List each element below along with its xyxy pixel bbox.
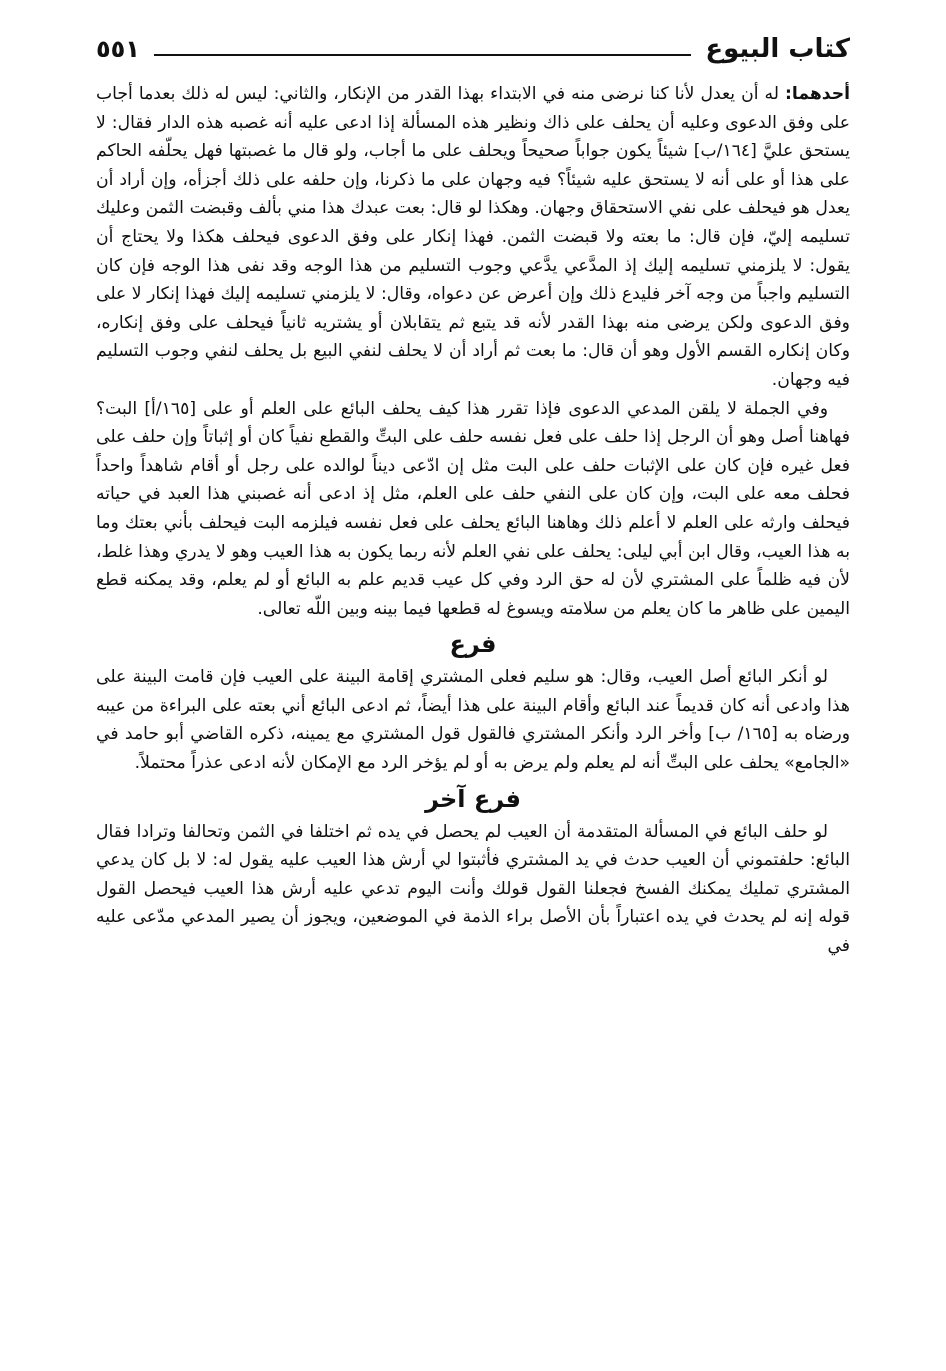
paragraph-1-text: له أن يعدل لأنا كنا نرضى منه في الابتداء بهذا القدر من الإنكار، والثاني: ليس له ذلك بعدما أجاب على وفق الدعوى وعليه أن يحلف على ذاك ونظير هذه المسألة إذا ادعى عليه أنه غصبه هذه الدار فقال: لا يستحق عليَّ [١٦٤/ب] شيئاً يكون جواباً صحيحاً ويحلف على ما أجاب، ولو قال ما غصبتها فهل يحلّفه الحاكم على هذا أو على أنه لا يستحق عليه شيئاً؟ فيه وجهان على ما ذكرنا، وإن حلفه على ذلك أجزأه، وإن أراد أن يعدل هو فيحلف على نفي الاستحقاق وجهان. وهكذا لو قال: بعت عبدك هذا مني بألف وقبضت الثمن وعليك تسليمه إليّ، فإن قال: ما بعته ولا قبضت الثمن. فهذا إنكار على وفق الدعوى فيحلف هكذا ولا يحتاج أن يقول: لا يلزمني تسليمه إليك إذ المدَّعي يدَّعي وجوب التسليم من هذا الوجه وقد نفى هذا الوجه فإن كان التسليم واجباً من وجه آخر فليدع ذلك وإن أعرض عن دعواه، وقال: لا يلزمني تسليمه إليك فهذا إنكار لا على وفق الدعوى ولكن يرضى منه بهذا القدر لأنه قد يتبع ثم يتقابلان أو يشتريه ثانياً فيحلف على وفق إنكاره، وكان إنكاره القسم الأول وهو أن قال: ما بعت ثم أراد أن لا يحلف لنفي البيع بل يحلف لنفي وجوب التسليم فيه وجهان. xyxy=(96,84,851,390)
section-heading-far-akhar: فرع آخر xyxy=(425,784,521,813)
running-header xyxy=(96,30,850,64)
paragraph-1-lead: أحدهما: xyxy=(785,84,850,104)
book-title: كتاب البيوع xyxy=(705,34,850,64)
page-number: ٥٥١ xyxy=(96,35,140,63)
header-rule xyxy=(154,54,691,56)
document-page xyxy=(96,30,850,1351)
paragraph-3: لو أنكر البائع أصل العيب، وقال: هو سليم فعلى المشتري إقامة البينة على العيب فإن قامت البينة على هذا وادعى أنه كان قديماً عند البائع وأقام البينة على هذا أيضاً، ثم ادعى البائع أني بعته على البراءة من عيبه ورضاه به [١٦٥/ ب] وأخر الرد وأنكر المشتري فالقول قول المشتري مع يمينه، ذكره القاضي أبو حامد في «الجامع» يحلف على البتِّ أنه لم يعلم ولم يرض به أو لم يؤخر الرد مع الإمكان لأنه ادعى عذراً محتملاً. xyxy=(96,667,850,774)
paragraph-1 xyxy=(96,80,850,395)
section-heading-far: فرع xyxy=(449,630,497,659)
paragraph-4: لو حلف البائع في المسألة المتقدمة أن العيب لم يحصل في يده ثم اختلفا في الثمن وتحالفا وترادا فقال البائع: حلفتموني أن العيب حدث في يد المشتري فأثبتوا لي أرش هذا العيب عليه يقول له: لا بل كان يدعي المشتري تمليك يمكنك الفسخ فجعلنا القول قولك وأنت اليوم تدعي عليه أرش هذا العيب فيحصل القول قوله إنه لم يحدث في يده اعتباراً بأن الأصل براء الذمة في الموضعين، ويجوز أن يصير المدعي مدّعى عليه في xyxy=(96,821,850,957)
paragraph-2: وفي الجملة لا يلقن المدعي الدعوى فإذا تقرر هذا كيف يحلف البائع على العلم أو على [١٦٥/أ] البت؟ فهاهنا أصل وهو أن الرجل إذا حلف على فعل نفسه حلف على البتِّ والقطع نفياً كان أو إثباتاً وإن حلف على فعل غيره فإن كان على الإثبات حلف على البت مثل إن ادّعى ديناً لوالده على رجل أو أقام شاهداً واحداً فحلف معه على البت، وإن كان على النفي حلف على العلم، مثل إذ ادعى أنه غصبني هذا العبد في حياته فيحلف وارثه على العلم لا أعلم ذلك وهاهنا البائع يحلف على فعل نفسه فيلزمه البت فيحلف بأني بعتك وما به هذا العيب، وقال ابن أبي ليلى: يحلف على نفي العلم لأنه ربما يكون به هذا العيب وهو لا يدري وهذا غلط، لأن فيه ظلماً على المشتري لأن له حق الرد وفي كل عيب قديم علم به البائع أو لم يعلم، وقد يمكنه قطع اليمين على ظاهر ما كان يعلم من سلامته ويسوغ له قطعها فيما بينه وبين اللّه تعالى. xyxy=(96,398,850,619)
